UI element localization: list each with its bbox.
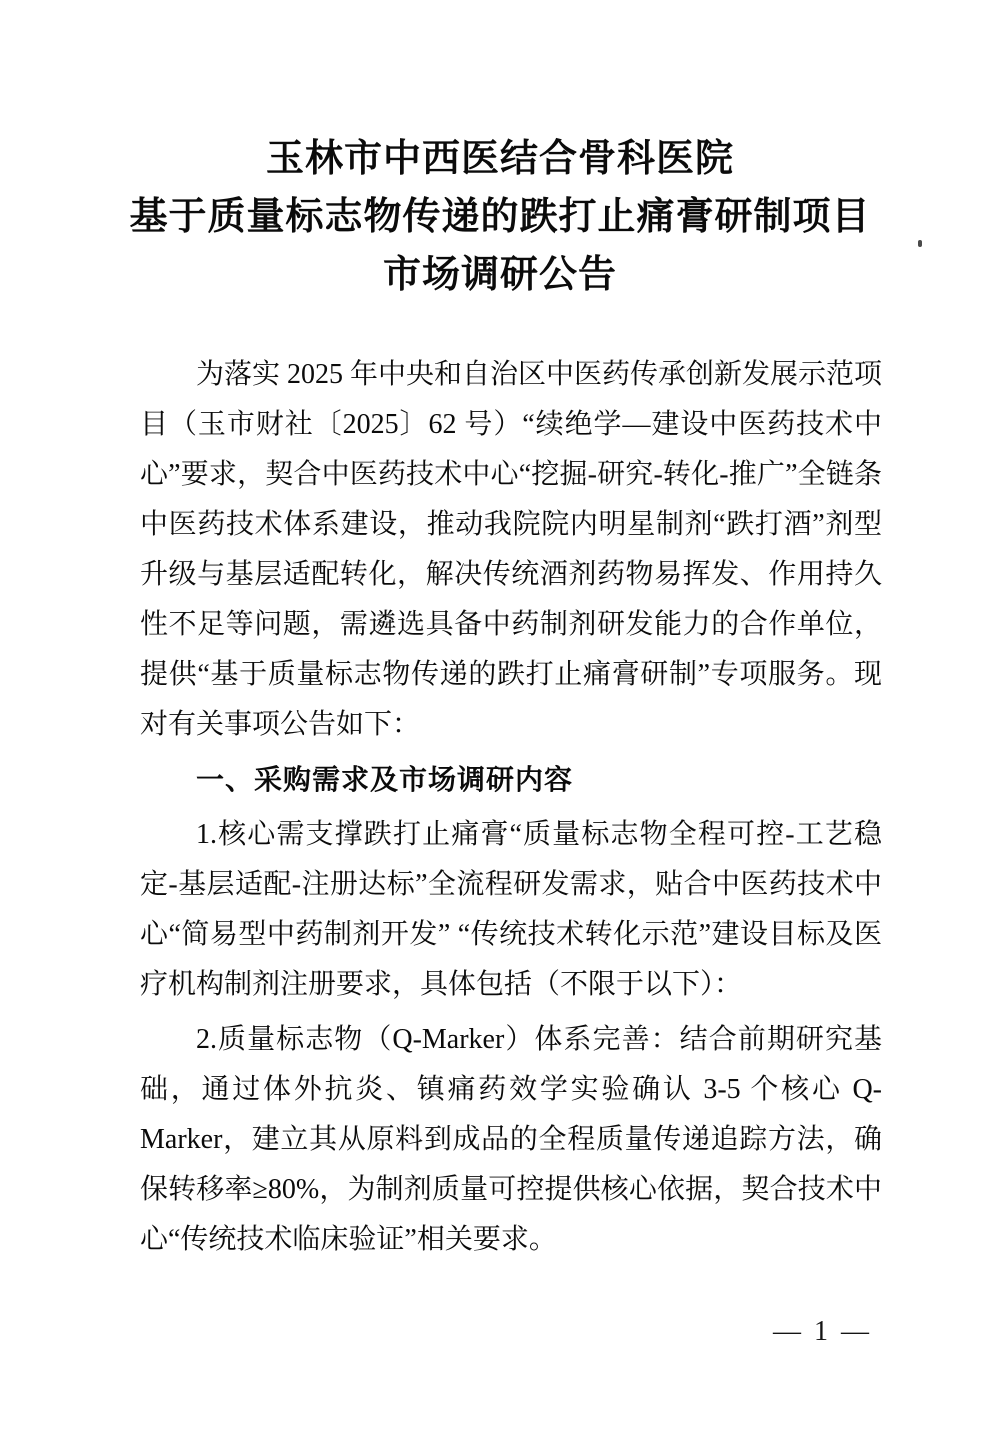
paragraph-item-1: 1.核心需支撑跌打止痛膏“质量标志物全程可控-工艺稳定-基层适配-注册达标”全流程研发需求，贴合中医药技术中心“简易型中药制剂开发” “传统技术转化示范”建设目标及医疗机构制剂注册要求，具体包括（不限于以下）： xyxy=(140,819,882,1000)
page-number: — 1 — xyxy=(773,1316,872,1347)
title-line-hospital: 玉林市中西医结合骨科医院 xyxy=(265,138,734,180)
document-body xyxy=(140,350,882,1265)
section-heading-procurement: 一、采购需求及市场调研内容 xyxy=(196,764,574,795)
title-line-project: 基于质量标志物传递的跌打止痛膏研制项目 xyxy=(129,196,871,238)
paragraph-intro: 为落实 2025 年中央和自治区中医药传承创新发展示范项目（玉市财社〔2025〕62 号）“续绝学—建设中医药技术中心”要求，契合中医药技术中心“挖掘-研究-转化-推广”全链条中医药技术体系建设，推动我院院内明星制剂“跌打酒”剂型升级与基层适配转化，解决传统酒剂药物易挥发、作用持久性不足等问题，需遴选具备中药制剂研发能力的合作单位，提供“基于质量标志物传递的跌打止痛膏研制”专项服务。现对有关事项公告如下： xyxy=(140,359,883,740)
title-line-announcement: 市场调研公告 xyxy=(382,254,617,296)
scan-speck xyxy=(918,240,922,247)
paragraph-item-2: 2.质量标志物（Q-Marker）体系完善：结合前期研究基础，通过体外抗炎、镇痛药效学实验确认 3-5 个核心 Q-Marker，建立其从原料到成品的全程质量传递追踪方法，确保转移率≥80%，为制剂质量可控提供核心依据，契合技术中心“传统技术临床验证”相关要求。 xyxy=(140,1024,882,1255)
document-title xyxy=(60,130,940,304)
